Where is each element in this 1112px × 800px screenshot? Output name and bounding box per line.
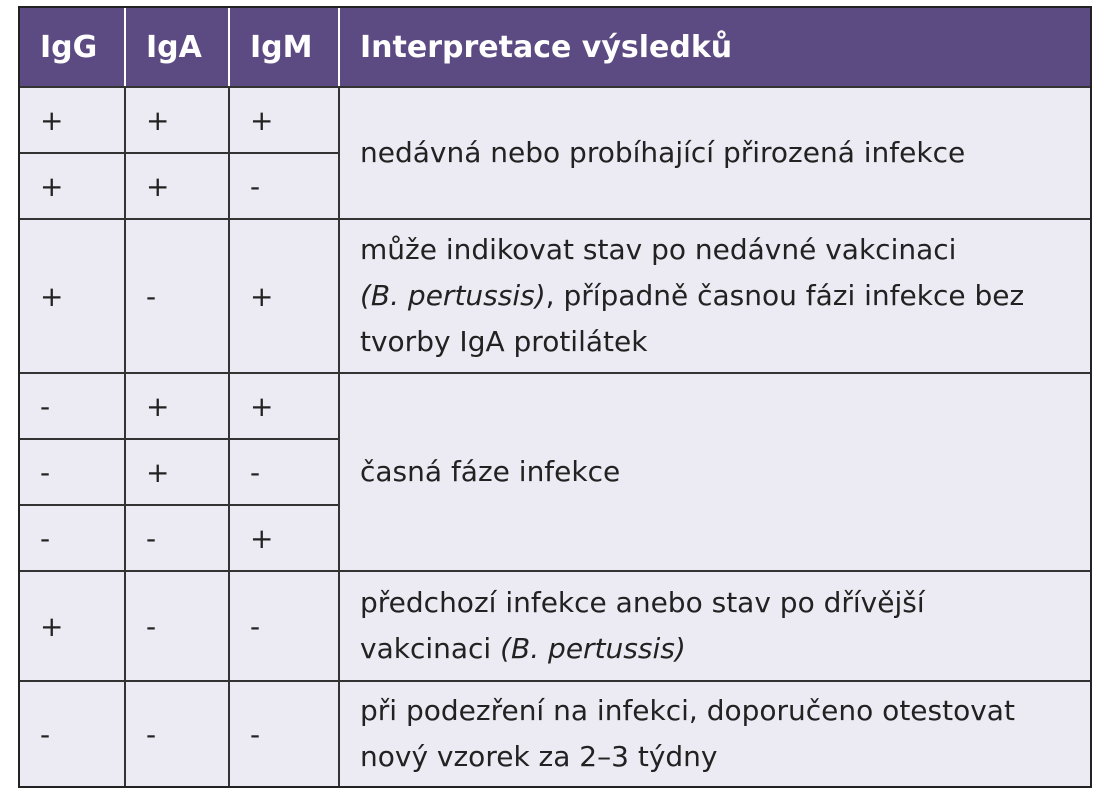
interpretation-early-infection: časná fáze infekce bbox=[360, 455, 621, 488]
row-3-igg: + bbox=[40, 279, 64, 313]
serology-results-table bbox=[18, 6, 1092, 788]
row-1-igg: + bbox=[40, 103, 64, 137]
interpretation-recent-infection: nedávná nebo probíhající přirozená infekce bbox=[360, 136, 966, 169]
header-igg: IgG bbox=[20, 8, 124, 86]
row-4-igg: - bbox=[40, 389, 51, 423]
row-5-igm: - bbox=[250, 455, 261, 489]
row-5-igg: - bbox=[40, 455, 51, 489]
row-8-iga: - bbox=[146, 717, 157, 751]
row-3-iga: - bbox=[146, 279, 157, 313]
row-8-igg: - bbox=[40, 717, 51, 751]
row-1-iga: + bbox=[146, 103, 170, 137]
header-igm: IgM bbox=[230, 8, 338, 86]
row-3-igm: + bbox=[250, 279, 274, 313]
row-2-igg: + bbox=[40, 169, 64, 203]
row-6-igm: + bbox=[250, 521, 274, 555]
row-7-igg: + bbox=[40, 609, 64, 643]
header-interpretation: Interpretace výsledků bbox=[340, 8, 1090, 86]
row-2-iga: + bbox=[146, 169, 170, 203]
row-7-igm: - bbox=[250, 609, 261, 643]
row-8-igm: - bbox=[250, 717, 261, 751]
row-2-igm: - bbox=[250, 169, 261, 203]
header-iga: IgA bbox=[126, 8, 228, 86]
row-6-igg: - bbox=[40, 521, 51, 555]
row-1-igm: + bbox=[250, 103, 274, 137]
row-6-iga: - bbox=[146, 521, 157, 555]
interpretation-retest: při podezření na infekci, doporučeno otestovat nový vzorek za 2–3 týdny bbox=[360, 694, 1015, 773]
row-4-igm: + bbox=[250, 389, 274, 423]
interpretation-previous-infection: předchozí infekce anebo stav po dřívější vakcinaci (B. pertussis) bbox=[360, 586, 925, 665]
interpretation-recent-vaccination: může indikovat stav po nedávné vakcinaci (B. pertussis), případně časnou fázi infekce bez tvorby IgA protilátek bbox=[360, 233, 1025, 358]
row-4-iga: + bbox=[146, 389, 170, 423]
row-5-iga: + bbox=[146, 455, 170, 489]
row-7-iga: - bbox=[146, 609, 157, 643]
